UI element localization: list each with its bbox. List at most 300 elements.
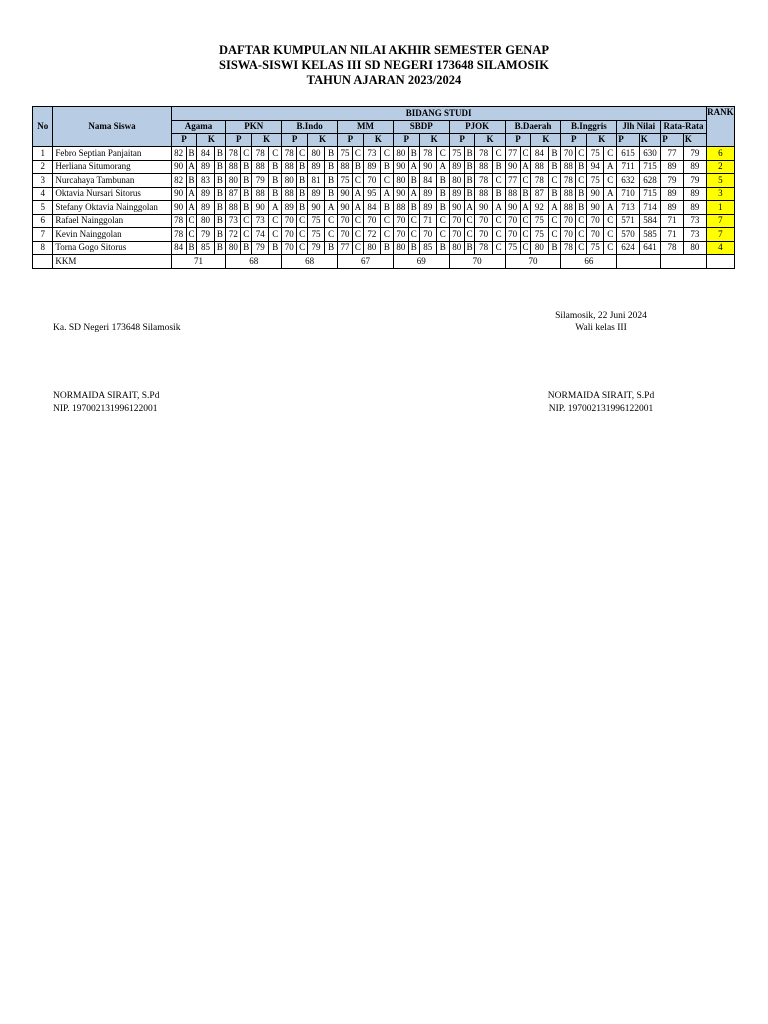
- header-rata-rata: Rata-Rata: [661, 120, 707, 133]
- grade-cell: B: [269, 160, 282, 174]
- grade-cell: A: [186, 160, 197, 174]
- header-k: K: [475, 133, 505, 147]
- jlh-p-cell: 624: [617, 241, 640, 255]
- header-p: P: [282, 133, 308, 147]
- grade-cell: B: [408, 174, 419, 188]
- subject-header-8: B.Inggris: [561, 120, 617, 133]
- grade-cell: C: [297, 241, 308, 255]
- grade-cell: 90: [338, 201, 353, 215]
- grade-cell: 75: [307, 214, 324, 228]
- grade-cell: C: [380, 174, 393, 188]
- rank-cell: 7: [706, 228, 734, 242]
- rata-k-cell: 89: [683, 160, 706, 174]
- grade-cell: 75: [531, 214, 548, 228]
- kkm-value: 70: [449, 255, 505, 269]
- header-p: P: [393, 133, 419, 147]
- grade-cell: C: [408, 214, 419, 228]
- jlh-k-cell: 630: [639, 147, 660, 161]
- grade-cell: 78: [475, 241, 492, 255]
- table-row: [33, 187, 735, 201]
- grade-cell: 79: [197, 228, 214, 242]
- grade-cell: B: [214, 174, 226, 188]
- grade-cell: B: [214, 147, 226, 161]
- jlh-p-cell: 570: [617, 228, 640, 242]
- grade-cell: C: [408, 228, 419, 242]
- grade-cell: C: [604, 174, 617, 188]
- grade-cell: C: [380, 228, 393, 242]
- grade-cell: A: [464, 201, 475, 215]
- grade-cell: 77: [338, 241, 353, 255]
- row-no: 5: [33, 201, 53, 215]
- table-row: [33, 228, 735, 242]
- grade-cell: C: [492, 174, 505, 188]
- grade-cell: 78: [531, 174, 548, 188]
- grade-cell: 82: [171, 174, 186, 188]
- grade-cell: 75: [587, 147, 604, 161]
- rata-p-cell: 71: [661, 228, 684, 242]
- grade-cell: 79: [252, 241, 269, 255]
- grade-cell: B: [548, 160, 561, 174]
- subject-header-3: B.Indo: [282, 120, 338, 133]
- rank-cell: 3: [706, 187, 734, 201]
- table-row: [33, 241, 735, 255]
- grade-cell: B: [436, 201, 449, 215]
- grade-cell: C: [464, 228, 475, 242]
- grade-cell: 77: [505, 174, 520, 188]
- grade-cell: B: [297, 201, 308, 215]
- grade-cell: 90: [393, 160, 408, 174]
- grade-cell: 88: [282, 187, 297, 201]
- grade-cell: C: [269, 147, 282, 161]
- grade-cell: 90: [505, 160, 520, 174]
- grade-cell: 78: [171, 228, 186, 242]
- jlh-p-cell: 632: [617, 174, 640, 188]
- grade-cell: A: [604, 160, 617, 174]
- grade-cell: A: [408, 160, 419, 174]
- grade-cell: C: [353, 147, 364, 161]
- grade-cell: 89: [449, 160, 464, 174]
- kkm-value: 68: [226, 255, 282, 269]
- grade-cell: A: [353, 201, 364, 215]
- grade-cell: 88: [531, 160, 548, 174]
- subject-header-1: Agama: [171, 120, 226, 133]
- grade-cell: 70: [505, 228, 520, 242]
- rata-p-cell: 79: [661, 174, 684, 188]
- rata-k-cell: 73: [683, 228, 706, 242]
- grade-cell: 89: [449, 187, 464, 201]
- grade-cell: 78: [475, 147, 492, 161]
- grade-cell: 89: [307, 187, 324, 201]
- grade-cell: 88: [226, 160, 241, 174]
- grade-cell: 88: [561, 187, 576, 201]
- grade-cell: A: [492, 201, 505, 215]
- grade-cell: B: [380, 201, 393, 215]
- grade-cell: 89: [419, 187, 436, 201]
- grade-cell: C: [520, 241, 531, 255]
- grade-cell: 70: [282, 241, 297, 255]
- grade-cell: C: [269, 228, 282, 242]
- rata-k-cell: 89: [683, 201, 706, 215]
- grade-cell: 90: [475, 201, 492, 215]
- header-k: K: [639, 133, 660, 147]
- grade-cell: B: [241, 241, 252, 255]
- grade-cell: 75: [587, 174, 604, 188]
- grade-cell: C: [436, 228, 449, 242]
- header-name: Nama Siswa: [53, 107, 171, 147]
- grade-cell: 89: [282, 201, 297, 215]
- grade-cell: 92: [531, 201, 548, 215]
- grade-cell: 88: [252, 187, 269, 201]
- rata-p-cell: 89: [661, 160, 684, 174]
- grade-cell: 82: [171, 147, 186, 161]
- rata-p-cell: 89: [661, 201, 684, 215]
- grade-cell: C: [520, 147, 531, 161]
- grade-cell: 80: [449, 241, 464, 255]
- subject-header-4: MM: [338, 120, 394, 133]
- grade-cell: 78: [475, 174, 492, 188]
- grade-cell: B: [325, 241, 338, 255]
- grade-cell: 79: [252, 174, 269, 188]
- grade-cell: A: [408, 187, 419, 201]
- header-p: P: [338, 133, 364, 147]
- grade-cell: 70: [449, 228, 464, 242]
- grade-cell: B: [214, 214, 226, 228]
- rata-k-cell: 80: [683, 241, 706, 255]
- grade-cell: 90: [587, 201, 604, 215]
- grade-cell: B: [436, 187, 449, 201]
- grade-cell: 70: [475, 214, 492, 228]
- grade-cell: 80: [197, 214, 214, 228]
- grade-cell: 78: [561, 241, 576, 255]
- grade-cell: B: [380, 160, 393, 174]
- grade-cell: 70: [282, 228, 297, 242]
- principal-title: Ka. SD Negeri 173648 Silamosik: [53, 323, 181, 333]
- grade-cell: 70: [587, 214, 604, 228]
- grade-cell: A: [325, 201, 338, 215]
- grade-cell: 90: [505, 201, 520, 215]
- grade-cell: 89: [197, 187, 214, 201]
- grade-cell: 73: [363, 147, 380, 161]
- grade-cell: 90: [171, 201, 186, 215]
- grade-cell: B: [186, 147, 197, 161]
- student-name: Stefany Oktavia Nainggolan: [53, 201, 171, 215]
- grade-cell: C: [269, 214, 282, 228]
- grade-cell: 70: [393, 214, 408, 228]
- header-p: P: [505, 133, 531, 147]
- grade-cell: B: [214, 241, 226, 255]
- grade-cell: 84: [363, 201, 380, 215]
- row-no: 7: [33, 228, 53, 242]
- grade-cell: 90: [171, 160, 186, 174]
- header-p: P: [561, 133, 587, 147]
- grade-cell: C: [464, 214, 475, 228]
- grade-cell: 88: [338, 160, 353, 174]
- grade-cell: B: [269, 187, 282, 201]
- grades-table: [32, 106, 735, 269]
- grade-cell: 75: [505, 241, 520, 255]
- grade-cell: C: [353, 214, 364, 228]
- grade-cell: B: [464, 174, 475, 188]
- row-no: 4: [33, 187, 53, 201]
- grade-cell: C: [325, 214, 338, 228]
- grade-cell: 70: [505, 214, 520, 228]
- grade-cell: 88: [475, 160, 492, 174]
- grade-cell: 88: [282, 160, 297, 174]
- kkm-value: 68: [282, 255, 338, 269]
- grade-cell: 80: [226, 174, 241, 188]
- grade-cell: B: [408, 147, 419, 161]
- grade-cell: C: [576, 228, 587, 242]
- grade-cell: B: [241, 187, 252, 201]
- grade-cell: B: [214, 228, 226, 242]
- grade-cell: B: [297, 174, 308, 188]
- grade-cell: C: [492, 241, 505, 255]
- grade-cell: 78: [561, 174, 576, 188]
- grade-cell: 75: [531, 228, 548, 242]
- homeroom-name: NORMAIDA SIRAIT, S.Pd: [547, 391, 655, 401]
- grade-cell: C: [241, 147, 252, 161]
- grade-cell: C: [353, 241, 364, 255]
- jlh-k-cell: 628: [639, 174, 660, 188]
- rata-k-cell: 79: [683, 174, 706, 188]
- grade-cell: B: [325, 160, 338, 174]
- rata-k-cell: 73: [683, 214, 706, 228]
- kkm-row: [33, 255, 735, 269]
- kkm-label: KKM: [53, 255, 171, 269]
- grade-cell: 70: [561, 228, 576, 242]
- grade-cell: C: [604, 214, 617, 228]
- grade-cell: 75: [338, 147, 353, 161]
- grade-cell: C: [325, 228, 338, 242]
- grade-cell: B: [214, 187, 226, 201]
- header-rank: RANK: [706, 107, 734, 147]
- header-jlh-nilai: Jlh Nilai: [617, 120, 661, 133]
- student-name: Torna Gogo Sitorus: [53, 241, 171, 255]
- table-row: [33, 201, 735, 215]
- student-name: Nurcahaya Tambunan: [53, 174, 171, 188]
- header-p: P: [617, 133, 640, 147]
- subject-header-7: B.Daerah: [505, 120, 561, 133]
- grade-cell: 84: [419, 174, 436, 188]
- grade-cell: B: [492, 160, 505, 174]
- table-row: [33, 160, 735, 174]
- jlh-k-cell: 641: [639, 241, 660, 255]
- grade-cell: 88: [475, 187, 492, 201]
- homeroom-nip: NIP. 197002131996122001: [548, 404, 654, 414]
- grade-cell: 80: [226, 241, 241, 255]
- grade-cell: C: [492, 147, 505, 161]
- grade-cell: A: [186, 187, 197, 201]
- grade-cell: B: [297, 160, 308, 174]
- grade-cell: 81: [307, 174, 324, 188]
- jlh-k-cell: 715: [639, 187, 660, 201]
- grade-cell: 90: [419, 160, 436, 174]
- grade-cell: B: [548, 147, 561, 161]
- header-bidang-studi: BIDANG STUDI: [171, 107, 706, 121]
- grade-cell: 70: [449, 214, 464, 228]
- rata-p-cell: 71: [661, 214, 684, 228]
- grade-cell: C: [380, 214, 393, 228]
- grade-cell: 70: [363, 174, 380, 188]
- grade-cell: C: [520, 174, 531, 188]
- kkm-value: 66: [561, 255, 617, 269]
- grade-cell: B: [576, 201, 587, 215]
- grade-cell: A: [353, 187, 364, 201]
- grade-cell: B: [325, 174, 338, 188]
- grade-cell: 80: [363, 241, 380, 255]
- grade-cell: C: [241, 228, 252, 242]
- grade-cell: B: [548, 241, 561, 255]
- grade-cell: C: [520, 228, 531, 242]
- grade-cell: C: [548, 174, 561, 188]
- header-k: K: [419, 133, 449, 147]
- grade-cell: 71: [419, 214, 436, 228]
- grade-cell: B: [548, 187, 561, 201]
- grade-cell: C: [576, 147, 587, 161]
- row-no: 1: [33, 147, 53, 161]
- student-name: Kevin Nainggolan: [53, 228, 171, 242]
- grade-cell: 88: [505, 187, 520, 201]
- grade-cell: 83: [197, 174, 214, 188]
- grade-cell: C: [492, 228, 505, 242]
- jlh-k-cell: 585: [639, 228, 660, 242]
- kkm-value: 67: [338, 255, 394, 269]
- grade-cell: B: [464, 241, 475, 255]
- title-line-1: DAFTAR KUMPULAN NILAI AKHIR SEMESTER GENAP: [218, 43, 549, 57]
- jlh-p-cell: 711: [617, 160, 640, 174]
- grade-cell: 80: [393, 147, 408, 161]
- grade-cell: 78: [252, 147, 269, 161]
- jlh-p-cell: 571: [617, 214, 640, 228]
- grade-cell: C: [186, 228, 197, 242]
- header-p: P: [449, 133, 475, 147]
- grade-cell: B: [436, 241, 449, 255]
- grade-cell: B: [408, 241, 419, 255]
- subject-header-5: SBDP: [393, 120, 449, 133]
- grade-cell: B: [214, 160, 226, 174]
- jlh-k-cell: 714: [639, 201, 660, 215]
- grade-cell: B: [241, 174, 252, 188]
- grade-cell: 74: [252, 228, 269, 242]
- student-name: Oktavia Nursari Sitorus: [53, 187, 171, 201]
- rank-cell: 2: [706, 160, 734, 174]
- grade-cell: C: [604, 228, 617, 242]
- grade-cell: 84: [531, 147, 548, 161]
- header-p: P: [661, 133, 684, 147]
- grade-cell: C: [492, 214, 505, 228]
- grade-cell: 78: [282, 147, 297, 161]
- grade-cell: 72: [226, 228, 241, 242]
- header-k: K: [683, 133, 706, 147]
- grade-cell: B: [325, 187, 338, 201]
- grade-cell: 80: [449, 174, 464, 188]
- table-row: [33, 174, 735, 188]
- rata-p-cell: 89: [661, 187, 684, 201]
- grade-cell: 89: [419, 201, 436, 215]
- grade-cell: B: [353, 160, 364, 174]
- grade-cell: 88: [561, 201, 576, 215]
- grade-cell: 87: [531, 187, 548, 201]
- grade-cell: C: [297, 147, 308, 161]
- grade-cell: 75: [587, 241, 604, 255]
- grade-cell: C: [436, 147, 449, 161]
- grade-cell: 85: [419, 241, 436, 255]
- grade-cell: C: [576, 214, 587, 228]
- grade-cell: A: [520, 160, 531, 174]
- kkm-empty: [706, 255, 734, 269]
- grade-cell: 88: [252, 160, 269, 174]
- grade-cell: 70: [338, 214, 353, 228]
- row-no: 6: [33, 214, 53, 228]
- jlh-k-cell: 715: [639, 160, 660, 174]
- rank-cell: 7: [706, 214, 734, 228]
- row-no: 2: [33, 160, 53, 174]
- grade-cell: 89: [307, 160, 324, 174]
- grade-cell: 80: [307, 147, 324, 161]
- grade-cell: 90: [307, 201, 324, 215]
- grade-cell: A: [380, 187, 393, 201]
- grade-cell: B: [325, 147, 338, 161]
- grade-cell: C: [380, 147, 393, 161]
- kkm-empty: [661, 255, 707, 269]
- header-row-1: [33, 107, 735, 121]
- grade-cell: 88: [226, 201, 241, 215]
- grade-cell: 90: [171, 187, 186, 201]
- document-title: [0, 43, 768, 88]
- grade-cell: B: [520, 187, 531, 201]
- grade-cell: 77: [505, 147, 520, 161]
- title-line-2: SISWA-SISWI KELAS III SD NEGERI 173648 SILAMOSIK: [219, 58, 549, 72]
- grade-cell: B: [241, 160, 252, 174]
- grade-cell: A: [186, 201, 197, 215]
- header-k: K: [587, 133, 617, 147]
- grade-cell: 70: [475, 228, 492, 242]
- rata-k-cell: 79: [683, 147, 706, 161]
- grade-cell: B: [380, 241, 393, 255]
- grade-cell: 80: [282, 174, 297, 188]
- jlh-p-cell: 615: [617, 147, 640, 161]
- grade-cell: 75: [338, 174, 353, 188]
- principal-nip: NIP. 197002131996122001: [53, 404, 158, 414]
- grade-cell: 87: [226, 187, 241, 201]
- grade-cell: B: [297, 187, 308, 201]
- student-name: Rafael Nainggolan: [53, 214, 171, 228]
- grade-cell: B: [408, 201, 419, 215]
- table-row: [33, 214, 735, 228]
- kkm-value: 69: [393, 255, 449, 269]
- grade-cell: 78: [226, 147, 241, 161]
- grade-cell: B: [492, 187, 505, 201]
- grade-cell: C: [520, 214, 531, 228]
- student-name: Herliana Situmorang: [53, 160, 171, 174]
- rata-p-cell: 77: [661, 147, 684, 161]
- grade-cell: 73: [252, 214, 269, 228]
- grade-cell: 75: [449, 147, 464, 161]
- rata-p-cell: 78: [661, 241, 684, 255]
- grade-cell: B: [269, 174, 282, 188]
- subject-header-2: PKN: [226, 120, 282, 133]
- header-k: K: [531, 133, 561, 147]
- grade-cell: 94: [587, 160, 604, 174]
- grade-cell: 89: [197, 160, 214, 174]
- grade-cell: 88: [393, 201, 408, 215]
- grade-cell: 84: [171, 241, 186, 255]
- grade-cell: 88: [561, 160, 576, 174]
- grade-cell: 80: [393, 174, 408, 188]
- title-line-3: TAHUN AJARAN 2023/2024: [306, 73, 462, 87]
- grade-cell: 70: [393, 228, 408, 242]
- grade-cell: C: [576, 241, 587, 255]
